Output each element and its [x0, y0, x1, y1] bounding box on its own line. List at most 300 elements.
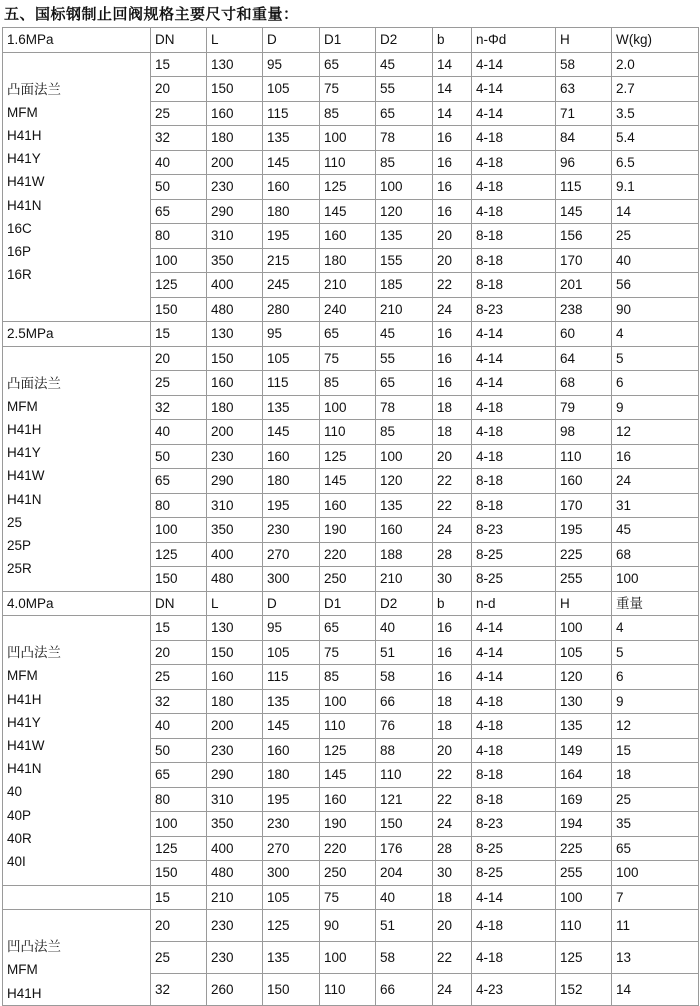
data-cell: 68: [556, 371, 612, 396]
data-cell: 8-25: [472, 567, 556, 592]
data-cell: 15: [612, 738, 699, 763]
data-cell: 85: [320, 101, 376, 126]
data-cell: 80: [151, 787, 207, 812]
data-cell: 65: [376, 101, 433, 126]
data-cell: 100: [320, 395, 376, 420]
data-cell: 270: [263, 542, 320, 567]
data-cell: 4-18: [472, 941, 556, 973]
data-cell: 230: [207, 738, 263, 763]
data-cell: 66: [376, 973, 433, 1005]
data-cell: 115: [263, 371, 320, 396]
data-cell: 96: [556, 150, 612, 175]
data-cell: 20: [433, 738, 472, 763]
data-cell: 150: [207, 640, 263, 665]
table-row: [3, 52, 699, 77]
data-cell: 95: [263, 322, 320, 347]
data-cell: 160: [320, 224, 376, 249]
data-cell: 100: [376, 175, 433, 200]
pressure-label: 1.6MPa: [3, 28, 151, 53]
data-cell: 220: [320, 542, 376, 567]
data-cell: 20: [433, 910, 472, 942]
data-cell: 20: [151, 910, 207, 942]
flange-type-line: 25: [7, 514, 23, 530]
data-cell: 245: [263, 273, 320, 298]
data-cell: 16: [433, 640, 472, 665]
data-cell: 150: [207, 346, 263, 371]
data-cell: 4-14: [472, 885, 556, 910]
data-cell: 145: [263, 150, 320, 175]
data-cell: 310: [207, 787, 263, 812]
data-cell: 180: [263, 199, 320, 224]
data-cell: 225: [556, 542, 612, 567]
data-cell: 215: [263, 248, 320, 273]
data-cell: 4-14: [472, 640, 556, 665]
header-cell: D2: [376, 591, 433, 616]
data-cell: 8-18: [472, 469, 556, 494]
flange-type-line: H41W: [7, 737, 45, 753]
data-cell: 8-25: [472, 836, 556, 861]
data-cell: 32: [151, 689, 207, 714]
data-cell: 110: [556, 910, 612, 942]
flange-type-line: 凹凸法兰: [7, 939, 61, 955]
data-cell: 16: [433, 616, 472, 641]
flange-type-line: [7, 912, 150, 935]
data-cell: 71: [556, 101, 612, 126]
data-cell: 11: [612, 910, 699, 942]
flange-type-line: [7, 618, 150, 641]
data-cell: 25: [151, 101, 207, 126]
flange-type-line: 40I: [7, 853, 26, 869]
flange-type-line: 凸面法兰: [7, 81, 61, 97]
data-cell: 8-18: [472, 248, 556, 273]
data-cell: 14: [433, 52, 472, 77]
data-cell: 160: [207, 371, 263, 396]
data-cell: 14: [612, 973, 699, 1005]
data-cell: 65: [151, 469, 207, 494]
data-cell: 20: [433, 444, 472, 469]
data-cell: 230: [207, 910, 263, 942]
flange-type-line: [7, 55, 150, 78]
data-cell: 135: [263, 941, 320, 973]
data-cell: 8-25: [472, 542, 556, 567]
data-cell: 4-14: [472, 665, 556, 690]
data-cell: 8-18: [472, 224, 556, 249]
data-cell: 100: [556, 616, 612, 641]
data-cell: 310: [207, 493, 263, 518]
data-cell: 160: [263, 175, 320, 200]
flange-type-line: H41N: [7, 761, 42, 777]
data-cell: 100: [376, 444, 433, 469]
data-cell: 12: [612, 420, 699, 445]
table-row: [3, 910, 699, 942]
data-cell: 480: [207, 297, 263, 322]
data-cell: 50: [151, 444, 207, 469]
data-cell: 5: [612, 640, 699, 665]
data-cell: 20: [151, 77, 207, 102]
header-row: [3, 28, 699, 53]
header-cell: n-d: [472, 591, 556, 616]
data-cell: 135: [263, 126, 320, 151]
data-cell: 160: [263, 444, 320, 469]
data-cell: 18: [433, 420, 472, 445]
data-cell: 24: [433, 518, 472, 543]
flange-type-line: 16R: [7, 267, 32, 283]
data-cell: 24: [433, 973, 472, 1005]
data-cell: 40: [376, 616, 433, 641]
data-cell: 22: [433, 493, 472, 518]
data-cell: 195: [263, 493, 320, 518]
data-cell: 12: [612, 714, 699, 739]
data-cell: 169: [556, 787, 612, 812]
data-cell: 16: [433, 346, 472, 371]
data-cell: 145: [263, 714, 320, 739]
data-cell: 290: [207, 469, 263, 494]
flange-type-line: H41H: [7, 985, 42, 1001]
data-cell: 150: [151, 861, 207, 886]
data-cell: 15: [151, 885, 207, 910]
data-cell: 100: [151, 812, 207, 837]
data-cell: 4: [612, 616, 699, 641]
data-cell: 75: [320, 640, 376, 665]
data-cell: 65: [151, 763, 207, 788]
data-cell: 55: [376, 346, 433, 371]
data-cell: 250: [320, 861, 376, 886]
data-cell: 18: [433, 395, 472, 420]
data-cell: 18: [433, 885, 472, 910]
data-cell: 230: [207, 941, 263, 973]
data-cell: 180: [320, 248, 376, 273]
flange-type-line: H41N: [7, 491, 42, 507]
data-cell: 210: [207, 885, 263, 910]
header-cell: D1: [320, 28, 376, 53]
data-cell: 149: [556, 738, 612, 763]
data-cell: 30: [433, 861, 472, 886]
data-cell: 15: [151, 52, 207, 77]
data-cell: 100: [612, 567, 699, 592]
data-cell: 130: [207, 52, 263, 77]
data-cell: 180: [207, 126, 263, 151]
data-cell: 195: [263, 224, 320, 249]
data-cell: 120: [376, 199, 433, 224]
data-cell: 28: [433, 542, 472, 567]
data-cell: 105: [263, 77, 320, 102]
data-cell: 85: [376, 420, 433, 445]
flange-type-line: H41Y: [7, 151, 41, 167]
data-cell: 160: [376, 518, 433, 543]
data-cell: 125: [320, 738, 376, 763]
data-cell: 185: [376, 273, 433, 298]
data-cell: 150: [376, 812, 433, 837]
data-cell: 210: [376, 567, 433, 592]
data-cell: 4-14: [472, 322, 556, 347]
data-cell: 25: [612, 224, 699, 249]
data-cell: 135: [376, 224, 433, 249]
data-cell: 4: [612, 322, 699, 347]
data-cell: 6.5: [612, 150, 699, 175]
data-cell: 4-23: [472, 973, 556, 1005]
data-cell: 25: [151, 371, 207, 396]
data-cell: 105: [556, 640, 612, 665]
data-cell: 200: [207, 714, 263, 739]
data-cell: 45: [376, 52, 433, 77]
data-cell: 176: [376, 836, 433, 861]
data-cell: 16: [433, 126, 472, 151]
data-cell: 22: [433, 273, 472, 298]
data-cell: 170: [556, 248, 612, 273]
data-cell: 125: [320, 444, 376, 469]
pressure-label: [3, 885, 151, 910]
data-cell: 88: [376, 738, 433, 763]
data-cell: 55: [376, 77, 433, 102]
data-cell: 20: [151, 640, 207, 665]
data-cell: 68: [612, 542, 699, 567]
flange-type-line: H41H: [7, 691, 42, 707]
data-cell: 20: [433, 248, 472, 273]
flange-type-line: H41W: [7, 468, 45, 484]
data-cell: 100: [612, 861, 699, 886]
data-cell: 4-18: [472, 714, 556, 739]
data-cell: 40: [151, 714, 207, 739]
data-cell: 9.1: [612, 175, 699, 200]
data-cell: 79: [556, 395, 612, 420]
data-cell: 16: [433, 665, 472, 690]
data-cell: 194: [556, 812, 612, 837]
data-cell: 100: [320, 126, 376, 151]
data-cell: 40: [612, 248, 699, 273]
data-cell: 190: [320, 812, 376, 837]
data-cell: 8-25: [472, 861, 556, 886]
data-cell: 160: [320, 787, 376, 812]
flange-type-list: [3, 347, 150, 581]
data-cell: 24: [433, 812, 472, 837]
header-cell: DN: [151, 28, 207, 53]
data-cell: 63: [556, 77, 612, 102]
data-cell: 58: [556, 52, 612, 77]
data-cell: 78: [376, 395, 433, 420]
data-cell: 56: [612, 273, 699, 298]
data-cell: 125: [151, 836, 207, 861]
header-cell: b: [433, 28, 472, 53]
data-cell: 32: [151, 395, 207, 420]
data-cell: 110: [320, 150, 376, 175]
data-cell: 204: [376, 861, 433, 886]
flange-type-line: 40R: [7, 830, 32, 846]
data-cell: 130: [207, 322, 263, 347]
pressure-label: 2.5MPa: [3, 322, 151, 347]
data-cell: 160: [556, 469, 612, 494]
data-cell: 100: [556, 885, 612, 910]
data-cell: 115: [263, 665, 320, 690]
data-cell: 4-18: [472, 126, 556, 151]
data-cell: 400: [207, 273, 263, 298]
data-cell: 20: [433, 224, 472, 249]
header-cell: 重量: [612, 591, 699, 616]
data-cell: 145: [320, 199, 376, 224]
data-cell: 220: [320, 836, 376, 861]
flange-type-line: 16C: [7, 220, 32, 236]
data-cell: 16: [433, 371, 472, 396]
table-row: [3, 616, 699, 641]
flange-type-cell: [3, 910, 151, 1006]
flange-type-line: MFM: [7, 398, 38, 414]
data-cell: 64: [556, 346, 612, 371]
flange-type-line: H41Y: [7, 445, 41, 461]
data-cell: 135: [556, 714, 612, 739]
data-cell: 18: [612, 763, 699, 788]
data-cell: 8-23: [472, 812, 556, 837]
data-cell: 16: [433, 322, 472, 347]
data-cell: 50: [151, 738, 207, 763]
flange-type-line: MFM: [7, 962, 38, 978]
data-cell: 50: [151, 175, 207, 200]
data-cell: 75: [320, 77, 376, 102]
data-cell: 105: [263, 640, 320, 665]
data-cell: 8-18: [472, 763, 556, 788]
data-cell: 150: [263, 973, 320, 1005]
data-cell: 65: [151, 199, 207, 224]
data-cell: 75: [320, 346, 376, 371]
data-cell: 45: [612, 518, 699, 543]
data-cell: 125: [151, 273, 207, 298]
data-cell: 110: [320, 714, 376, 739]
data-cell: 156: [556, 224, 612, 249]
data-cell: 16: [433, 175, 472, 200]
data-cell: 95: [263, 616, 320, 641]
table-row: [3, 885, 699, 910]
data-cell: 14: [612, 199, 699, 224]
data-cell: 135: [263, 395, 320, 420]
flange-type-line: 25P: [7, 538, 32, 553]
data-cell: 300: [263, 861, 320, 886]
table-body: [3, 28, 699, 1006]
data-cell: 4-18: [472, 910, 556, 942]
flange-type-line: 凸面法兰: [7, 375, 61, 391]
data-cell: 4-18: [472, 150, 556, 175]
header-row: [3, 591, 699, 616]
header-cell: W(kg): [612, 28, 699, 53]
flange-type-cell: [3, 52, 151, 322]
data-cell: 125: [263, 910, 320, 942]
data-cell: 3.5: [612, 101, 699, 126]
data-cell: 160: [207, 665, 263, 690]
data-cell: 4-18: [472, 395, 556, 420]
header-cell: n-Φd: [472, 28, 556, 53]
data-cell: 14: [433, 101, 472, 126]
data-cell: 250: [320, 567, 376, 592]
data-cell: 145: [263, 420, 320, 445]
data-cell: 85: [376, 150, 433, 175]
flange-type-cell: [3, 616, 151, 886]
data-cell: 65: [376, 371, 433, 396]
data-cell: 8-18: [472, 273, 556, 298]
data-cell: 270: [263, 836, 320, 861]
data-cell: 350: [207, 248, 263, 273]
data-cell: 350: [207, 812, 263, 837]
data-cell: 4-18: [472, 175, 556, 200]
flange-type-line: H41W: [7, 174, 45, 190]
data-cell: 31: [612, 493, 699, 518]
data-cell: 480: [207, 861, 263, 886]
data-cell: 195: [556, 518, 612, 543]
header-cell: b: [433, 591, 472, 616]
data-cell: 160: [320, 493, 376, 518]
data-cell: 125: [556, 941, 612, 973]
data-cell: 4-18: [472, 444, 556, 469]
data-cell: 125: [320, 175, 376, 200]
data-cell: 14: [433, 77, 472, 102]
data-cell: 121: [376, 787, 433, 812]
table-row: [3, 322, 699, 347]
data-cell: 98: [556, 420, 612, 445]
flange-type-cell: [3, 346, 151, 591]
data-cell: 18: [433, 689, 472, 714]
data-cell: 25: [151, 941, 207, 973]
header-cell: H: [556, 28, 612, 53]
header-cell: L: [207, 28, 263, 53]
data-cell: 9: [612, 689, 699, 714]
data-cell: 78: [376, 126, 433, 151]
data-cell: 80: [151, 224, 207, 249]
data-cell: 210: [376, 297, 433, 322]
data-cell: 150: [151, 567, 207, 592]
data-cell: 150: [207, 77, 263, 102]
flange-type-line: MFM: [7, 668, 38, 684]
data-cell: 480: [207, 567, 263, 592]
data-cell: 16: [433, 199, 472, 224]
data-cell: 15: [151, 616, 207, 641]
flange-type-list: [3, 53, 150, 287]
data-cell: 51: [376, 640, 433, 665]
data-cell: 4-14: [472, 52, 556, 77]
data-cell: 32: [151, 126, 207, 151]
data-cell: 85: [320, 665, 376, 690]
data-cell: 40: [151, 420, 207, 445]
data-cell: 85: [320, 371, 376, 396]
flange-type-line: MFM: [7, 104, 38, 120]
data-cell: 6: [612, 665, 699, 690]
data-cell: 180: [207, 689, 263, 714]
data-cell: 201: [556, 273, 612, 298]
data-cell: 240: [320, 297, 376, 322]
data-cell: 45: [376, 322, 433, 347]
flange-type-line: H41N: [7, 197, 42, 213]
data-cell: 80: [151, 493, 207, 518]
data-cell: 145: [556, 199, 612, 224]
data-cell: 40: [376, 885, 433, 910]
header-cell: H: [556, 591, 612, 616]
data-cell: 28: [433, 836, 472, 861]
data-cell: 400: [207, 542, 263, 567]
data-cell: 15: [151, 322, 207, 347]
data-cell: 58: [376, 941, 433, 973]
data-cell: 145: [320, 469, 376, 494]
data-cell: 4-18: [472, 738, 556, 763]
data-cell: 58: [376, 665, 433, 690]
data-cell: 210: [320, 273, 376, 298]
data-cell: 230: [207, 444, 263, 469]
data-cell: 188: [376, 542, 433, 567]
flange-type-line: 16P: [7, 244, 32, 259]
data-cell: 4-14: [472, 101, 556, 126]
data-cell: 130: [556, 689, 612, 714]
data-cell: 65: [612, 836, 699, 861]
data-cell: 22: [433, 763, 472, 788]
data-cell: 8-18: [472, 787, 556, 812]
data-cell: 238: [556, 297, 612, 322]
data-cell: 190: [320, 518, 376, 543]
data-cell: 230: [207, 175, 263, 200]
data-cell: 110: [376, 763, 433, 788]
